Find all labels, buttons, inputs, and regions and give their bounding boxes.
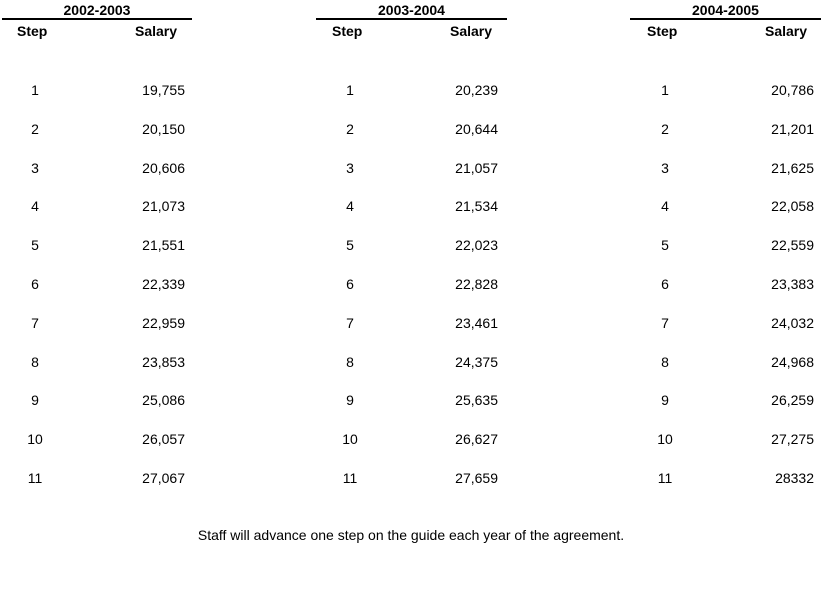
- salary-value: 27,067: [142, 469, 185, 486]
- step-column-header: Step: [332, 23, 363, 39]
- salary-value: 25,086: [142, 392, 185, 409]
- step-value: 6: [346, 275, 354, 292]
- salary-value: 26,057: [142, 431, 185, 448]
- step-value: 1: [346, 82, 354, 98]
- step-value: 1: [661, 82, 669, 98]
- step-value: 7: [31, 314, 39, 331]
- year-heading: 2004-2005: [630, 2, 821, 20]
- salary-value: 20,239: [455, 82, 498, 98]
- salary-value: 21,201: [771, 120, 814, 137]
- step-value: 9: [346, 392, 354, 409]
- step-value: 2: [31, 120, 39, 137]
- year-heading: 2002-2003: [2, 2, 192, 20]
- step-value: 8: [31, 353, 39, 370]
- step-value: 6: [661, 275, 669, 292]
- salary-value: 26,259: [771, 392, 814, 409]
- salary-value: 26,627: [455, 431, 498, 448]
- step-value: 10: [657, 431, 673, 448]
- step-value: 6: [31, 275, 39, 292]
- salary-value: 21,073: [142, 198, 185, 215]
- step-column-header: Step: [647, 23, 678, 39]
- salary-value: 21,551: [142, 237, 185, 254]
- step-value: 3: [346, 159, 354, 176]
- step-value: 9: [31, 392, 39, 409]
- salary-value: 22,828: [455, 275, 498, 292]
- salary-column-header: Salary: [135, 23, 178, 39]
- step-value: 5: [661, 237, 669, 254]
- footnote: Staff will advance one step on the guide each year of the agreement.: [197, 527, 625, 543]
- salary-column-header: Salary: [765, 23, 808, 39]
- step-value: 7: [661, 314, 669, 331]
- salary-value: 22,058: [771, 198, 814, 215]
- salary-value: 20,786: [771, 82, 814, 98]
- salary-value: 22,559: [771, 237, 814, 254]
- salary-value: 25,635: [455, 392, 498, 409]
- salary-value: 28332: [775, 469, 814, 486]
- step-value: 4: [661, 198, 669, 215]
- step-value: 11: [27, 469, 43, 486]
- step-value: 3: [31, 159, 39, 176]
- step-value: 5: [31, 237, 39, 254]
- salary-value: 23,461: [455, 314, 498, 331]
- salary-value: 22,339: [142, 275, 185, 292]
- step-value: 1: [31, 82, 39, 98]
- salary-value: 19,755: [142, 82, 185, 98]
- step-value: 11: [342, 469, 358, 486]
- salary-value: 23,383: [771, 275, 814, 292]
- salary-value: 23,853: [142, 353, 185, 370]
- salary-value: 27,659: [455, 469, 498, 486]
- salary-value: 21,057: [455, 159, 498, 176]
- salary-column-header: Salary: [450, 23, 493, 39]
- salary-value: 22,959: [142, 314, 185, 331]
- salary-value: 21,534: [455, 198, 498, 215]
- step-value: 4: [346, 198, 354, 215]
- year-heading: 2003-2004: [316, 2, 507, 20]
- salary-value: 22,023: [455, 237, 498, 254]
- step-value: 2: [661, 120, 669, 137]
- step-value: 2: [346, 120, 354, 137]
- step-value: 10: [342, 431, 358, 448]
- step-column-header: Step: [17, 23, 48, 39]
- step-value: 11: [657, 469, 673, 486]
- step-value: 3: [661, 159, 669, 176]
- salary-value: 24,968: [771, 353, 814, 370]
- salary-value: 24,032: [771, 314, 814, 331]
- salary-value: 24,375: [455, 353, 498, 370]
- step-value: 7: [346, 314, 354, 331]
- salary-value: 20,150: [142, 120, 185, 137]
- salary-value: 20,606: [142, 159, 185, 176]
- step-value: 8: [661, 353, 669, 370]
- step-value: 8: [346, 353, 354, 370]
- salary-value: 21,625: [771, 159, 814, 176]
- salary-value: 20,644: [455, 120, 498, 137]
- step-value: 10: [27, 431, 43, 448]
- step-value: 9: [661, 392, 669, 409]
- salary-value: 27,275: [771, 431, 814, 448]
- step-value: 5: [346, 237, 354, 254]
- step-value: 4: [31, 198, 39, 215]
